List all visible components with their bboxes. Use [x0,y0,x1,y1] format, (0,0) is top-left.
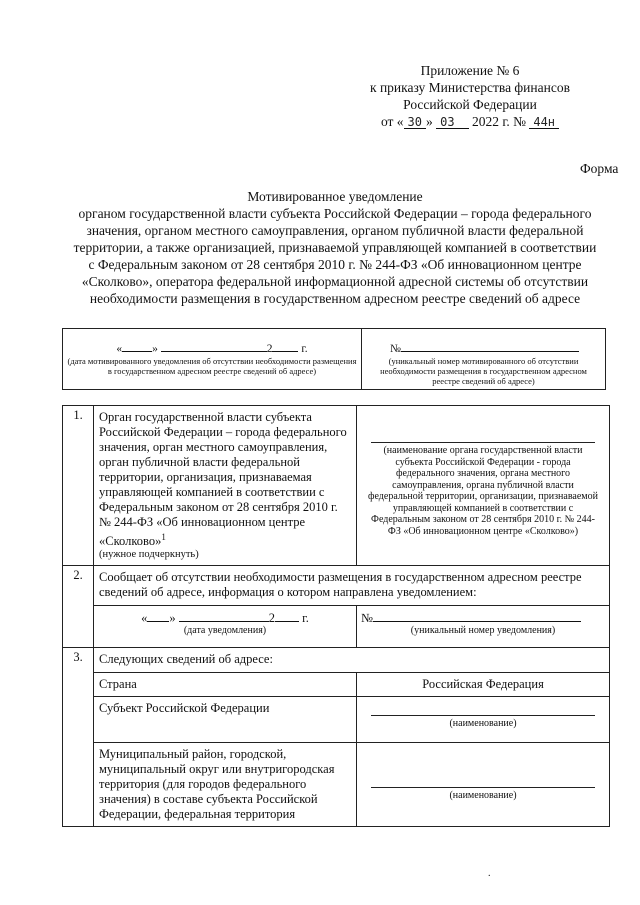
subject-label: Субъект Российской Федерации [94,697,357,743]
page-mark: . [488,868,491,879]
notice-details-table [62,405,610,827]
row-1-label: Орган государственной власти субъекта Российской Федерации – города федерального значения, орган местного самоуправления, орган публичной власти федеральной территории, организация, признаваемая управляющей компанией в соответствии с Федеральным законом от 28 сентября 2010 г. № 244-ФЗ «Об инновационном центре «Сколково»$^1$ (нужное подчеркнуть) [94,406,357,566]
row-2-number: 2. [63,566,94,648]
row-2-date-caption: (дата уведомления) [183,625,267,637]
notice-number-caption: (уникальный номер мотивированного об отсутствии необходимости размещения в государственном адресном реестре сведений об адресе) [380,356,587,386]
row-2-number-caption: (уникальный номер уведомления) [410,625,556,637]
municipal-caption: (наименование) [449,790,517,802]
order-day: 30 [404,116,426,129]
row-3-number: 3. [63,648,94,827]
form-label: Форма [580,161,619,176]
notice-date-caption: (дата мотивированного уведомления об отсутствии необходимости размещения в государственном адресном реестре сведений об адресе) [67,356,357,376]
appendix-title: Приложение № 6 [420,63,520,78]
order-number: 44н [529,116,559,129]
row-1-value [357,406,610,566]
row-1-number: 1. [63,406,94,566]
order-line: к приказу Министерства финансов [370,80,570,95]
row-2-date-cell: « » 2 г. (дата уведомления) [94,606,357,648]
document-title: Мотивированное уведомление органом государственной власти субъекта Российской Федерации – города федерального значения, органом местного самоуправления, органом публичной власти федеральной территории, а также организацией, признаваемой управляющей компанией в соответствии с Федеральным законом от 28 сентября 2010 г. № 244-ФЗ «Об инновационном центре «Сколково», оператора федеральной информационной адресной системы об отсутствии необходимости размещения в государственном адресном реестре сведений об адресе [73,189,597,306]
notice-date-cell: « » 2 г. (дата мотивированного уведомления об отсутствии необходимости размещения в государственном адресном реестре сведений об адресе) [63,329,362,390]
row-1-note: (нужное подчеркнуть) [99,549,199,561]
approval-block [340,62,600,130]
country-label: Страна [94,673,357,697]
notice-header-table [62,328,606,390]
order-date-line: от « 30 » 03 2022 г. № 44н [340,113,600,130]
row-3-text: Следующих сведений об адресе: [94,648,610,673]
order-month: 03 [436,116,468,129]
municipal-value [357,743,610,827]
row-1-caption: (наименование органа государственной власти субъекта Российской Федерации - города федерального значения, органа местного самоуправления, органа публичной власти федеральной территории, организации, признаваемой управляющей компанией в соответствии с Федеральным законом от 28 сентября 2010 г. № 244-ФЗ «Об инновационном центре «Сколково») [368,445,598,537]
row-2-text: Сообщает об отсутствии необходимости размещения в государственном адресном реестре сведений об адресе, информация о котором направлена уведомлением: [94,566,610,606]
municipal-label: Муниципальный район, городской, муниципальный округ или внутригородская территория (для городов федерального значения) в составе субъекта Российской Федерации, федеральная территория [94,743,357,827]
country-value: Российская Федерация [357,673,610,697]
subject-caption: (наименование) [449,718,517,730]
row-2-number-cell: № (уникальный номер уведомления) [357,606,610,648]
notice-number-cell: № (уникальный номер мотивированного об отсутствии необходимости размещения в государственном адресном реестре сведений об адресе) [362,329,606,390]
federation-line: Российской Федерации [403,97,537,112]
subject-value [357,697,610,743]
